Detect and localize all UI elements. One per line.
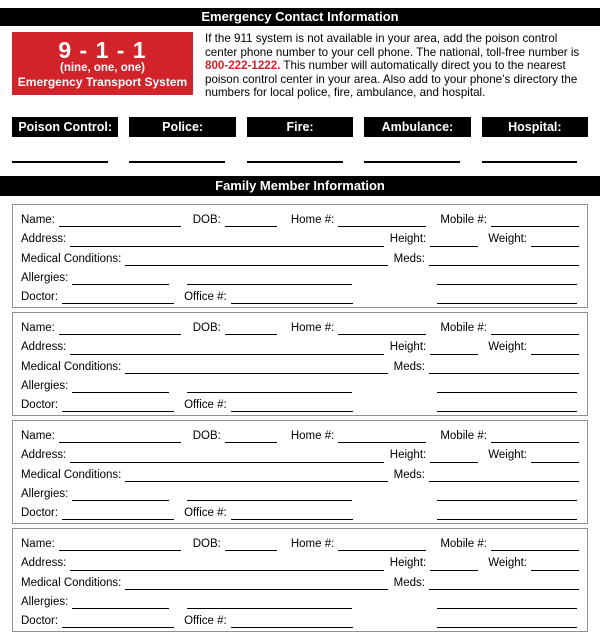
- meds-fill-line[interactable]: [429, 265, 579, 266]
- hospital-fill-line[interactable]: [482, 151, 578, 163]
- medical-conditions-label: Medical Conditions:: [21, 576, 122, 589]
- height-fill-line[interactable]: [430, 462, 478, 463]
- contact-label-ambulance: Ambulance:: [364, 117, 470, 137]
- home-phone-label: Home #:: [290, 537, 335, 550]
- emergency-transport-label: Emergency Transport System: [17, 75, 188, 89]
- member-row-allergies: [21, 269, 579, 288]
- meds-cont-fill-line-2[interactable]: [437, 627, 577, 628]
- doctor-fill-line[interactable]: [62, 519, 174, 520]
- name-label: Name:: [21, 321, 55, 334]
- family-member-card: [12, 312, 588, 416]
- member-row-address: [21, 338, 579, 357]
- member-row-name: [21, 319, 579, 338]
- member-row-medical: [21, 574, 579, 593]
- home-phone-fill-line[interactable]: [338, 442, 426, 443]
- weight-fill-line[interactable]: [531, 354, 579, 355]
- office-phone-label: Office #:: [184, 615, 227, 628]
- medical-conditions-label: Medical Conditions:: [21, 252, 122, 265]
- allergies-fill-line[interactable]: [72, 392, 169, 393]
- medical-conditions-label: Medical Conditions:: [21, 360, 122, 373]
- member-row-doctor: [21, 396, 579, 415]
- dob-fill-line[interactable]: [225, 442, 277, 443]
- 911-callout: [12, 32, 193, 95]
- address-fill-line[interactable]: [70, 462, 383, 463]
- address-label: Address:: [21, 557, 67, 570]
- emergency-section-header: Emergency Contact Information: [0, 8, 600, 26]
- name-fill-line[interactable]: [59, 550, 181, 551]
- address-label: Address:: [21, 233, 67, 246]
- doctor-label: Doctor:: [21, 291, 59, 304]
- mobile-phone-fill-line[interactable]: [491, 550, 579, 551]
- instructions-text: [205, 32, 588, 100]
- doctor-fill-line[interactable]: [62, 303, 174, 304]
- meds-cont-fill-line-2[interactable]: [437, 411, 577, 412]
- allergies-label: Allergies:: [21, 487, 69, 500]
- weight-label: Weight:: [488, 449, 527, 462]
- address-fill-line[interactable]: [70, 246, 383, 247]
- medical-conditions-fill-line[interactable]: [125, 265, 387, 266]
- instructions-before: If the 911 system is not available in your area, add the poison control center phone number to your cell phone. The national, toll-free number is: [205, 32, 580, 59]
- emergency-number: 9 - 1 - 1: [58, 37, 147, 63]
- height-label: Height:: [389, 233, 427, 246]
- meds-cont-fill-line-1[interactable]: [437, 284, 577, 285]
- medical-conditions-fill-line[interactable]: [125, 589, 387, 590]
- dob-label: DOB:: [192, 537, 221, 550]
- home-phone-label: Home #:: [290, 213, 335, 226]
- address-label: Address:: [21, 449, 67, 462]
- allergies-fill-line[interactable]: [72, 284, 169, 285]
- family-member-card: [12, 420, 588, 524]
- dob-label: DOB:: [192, 213, 221, 226]
- weight-label: Weight:: [488, 557, 527, 570]
- emergency-contacts-labels-row: [12, 117, 588, 137]
- meds-cont-fill-line-1[interactable]: [437, 608, 577, 609]
- height-label: Height:: [389, 341, 427, 354]
- poison-control-phone-number: 800-222-1222.: [205, 59, 281, 73]
- height-fill-line[interactable]: [430, 570, 478, 571]
- dob-fill-line[interactable]: [225, 334, 277, 335]
- allergies-cont-fill-line[interactable]: [187, 608, 352, 609]
- instructions-after: This number will automatically direct you to the nearest poison control center in your area. Also add to your phone’s directory the numbers for local police, fire, ambulance, and hospital.: [205, 59, 578, 100]
- home-phone-label: Home #:: [290, 429, 335, 442]
- meds-fill-line[interactable]: [429, 589, 579, 590]
- height-label: Height:: [389, 557, 427, 570]
- member-row-allergies: [21, 593, 579, 612]
- member-row-name: [21, 211, 579, 230]
- name-label: Name:: [21, 537, 55, 550]
- mobile-phone-fill-line[interactable]: [491, 334, 579, 335]
- ambulance-fill-line[interactable]: [364, 151, 460, 163]
- member-row-doctor: [21, 612, 579, 631]
- mobile-phone-label: Mobile #:: [440, 537, 487, 550]
- allergies-label: Allergies:: [21, 379, 69, 392]
- medical-conditions-fill-line[interactable]: [125, 373, 387, 374]
- height-label: Height:: [389, 449, 427, 462]
- mobile-phone-label: Mobile #:: [440, 321, 487, 334]
- doctor-fill-line[interactable]: [62, 627, 174, 628]
- fire-fill-line[interactable]: [247, 151, 343, 163]
- meds-label: Meds:: [393, 468, 425, 481]
- office-phone-label: Office #:: [184, 291, 227, 304]
- home-phone-fill-line[interactable]: [338, 550, 426, 551]
- doctor-fill-line[interactable]: [62, 411, 174, 412]
- family-member-card: [12, 528, 588, 632]
- member-row-medical: [21, 250, 579, 269]
- office-phone-label: Office #:: [184, 507, 227, 520]
- name-label: Name:: [21, 429, 55, 442]
- doctor-label: Doctor:: [21, 507, 59, 520]
- mobile-phone-fill-line[interactable]: [491, 226, 579, 227]
- allergies-cont-fill-line[interactable]: [187, 500, 352, 501]
- address-label: Address:: [21, 341, 67, 354]
- home-phone-label: Home #:: [290, 321, 335, 334]
- medical-conditions-fill-line[interactable]: [125, 481, 387, 482]
- emergency-contacts-fill-row: [12, 151, 588, 163]
- member-row-name: [21, 535, 579, 554]
- allergies-label: Allergies:: [21, 595, 69, 608]
- weight-fill-line[interactable]: [531, 570, 579, 571]
- office-phone-fill-line[interactable]: [231, 303, 353, 304]
- height-fill-line[interactable]: [430, 246, 478, 247]
- name-fill-line[interactable]: [59, 442, 181, 443]
- member-row-name: [21, 427, 579, 446]
- member-row-address: [21, 554, 579, 573]
- meds-label: Meds:: [393, 576, 425, 589]
- allergies-cont-fill-line[interactable]: [187, 284, 352, 285]
- weight-label: Weight:: [488, 341, 527, 354]
- poison-control-fill-line[interactable]: [12, 151, 108, 163]
- dob-label: DOB:: [192, 429, 221, 442]
- contact-label-poison-control: Poison Control:: [12, 117, 118, 137]
- office-phone-fill-line[interactable]: [231, 519, 353, 520]
- contact-label-police: Police:: [129, 117, 235, 137]
- family-section-header: Family Member Information: [0, 176, 600, 196]
- home-phone-fill-line[interactable]: [338, 334, 426, 335]
- family-members-list: [12, 204, 588, 632]
- member-row-doctor: [21, 288, 579, 307]
- member-row-allergies: [21, 485, 579, 504]
- member-row-allergies: [21, 377, 579, 396]
- contact-label-hospital: Hospital:: [482, 117, 588, 137]
- allergies-fill-line[interactable]: [72, 500, 169, 501]
- member-row-medical: [21, 358, 579, 377]
- medical-conditions-label: Medical Conditions:: [21, 468, 122, 481]
- weight-label: Weight:: [488, 233, 527, 246]
- doctor-label: Doctor:: [21, 615, 59, 628]
- family-member-card: [12, 204, 588, 308]
- office-phone-fill-line[interactable]: [231, 627, 353, 628]
- doctor-label: Doctor:: [21, 399, 59, 412]
- name-fill-line[interactable]: [59, 226, 181, 227]
- meds-cont-fill-line-2[interactable]: [437, 303, 577, 304]
- home-phone-fill-line[interactable]: [338, 226, 426, 227]
- member-row-address: [21, 446, 579, 465]
- allergies-label: Allergies:: [21, 271, 69, 284]
- meds-cont-fill-line-1[interactable]: [437, 392, 577, 393]
- weight-fill-line[interactable]: [531, 462, 579, 463]
- emergency-number-phonetic: (nine, one, one): [60, 62, 145, 74]
- meds-cont-fill-line-2[interactable]: [437, 519, 577, 520]
- member-row-doctor: [21, 504, 579, 523]
- allergies-cont-fill-line[interactable]: [187, 392, 352, 393]
- dob-fill-line[interactable]: [225, 226, 277, 227]
- meds-label: Meds:: [393, 252, 425, 265]
- member-row-medical: [21, 466, 579, 485]
- office-phone-fill-line[interactable]: [231, 411, 353, 412]
- address-fill-line[interactable]: [70, 354, 383, 355]
- name-label: Name:: [21, 213, 55, 226]
- meds-label: Meds:: [393, 360, 425, 373]
- office-phone-label: Office #:: [184, 399, 227, 412]
- dob-label: DOB:: [192, 321, 221, 334]
- police-fill-line[interactable]: [129, 151, 225, 163]
- allergies-fill-line[interactable]: [72, 608, 169, 609]
- address-fill-line[interactable]: [70, 570, 383, 571]
- weight-fill-line[interactable]: [531, 246, 579, 247]
- contact-label-fire: Fire:: [247, 117, 353, 137]
- mobile-phone-label: Mobile #:: [440, 213, 487, 226]
- intro-section: [12, 32, 588, 100]
- mobile-phone-fill-line[interactable]: [491, 442, 579, 443]
- name-fill-line[interactable]: [59, 334, 181, 335]
- mobile-phone-label: Mobile #:: [440, 429, 487, 442]
- height-fill-line[interactable]: [430, 354, 478, 355]
- meds-cont-fill-line-1[interactable]: [437, 500, 577, 501]
- meds-fill-line[interactable]: [429, 373, 579, 374]
- member-row-address: [21, 230, 579, 249]
- dob-fill-line[interactable]: [225, 550, 277, 551]
- meds-fill-line[interactable]: [429, 481, 579, 482]
